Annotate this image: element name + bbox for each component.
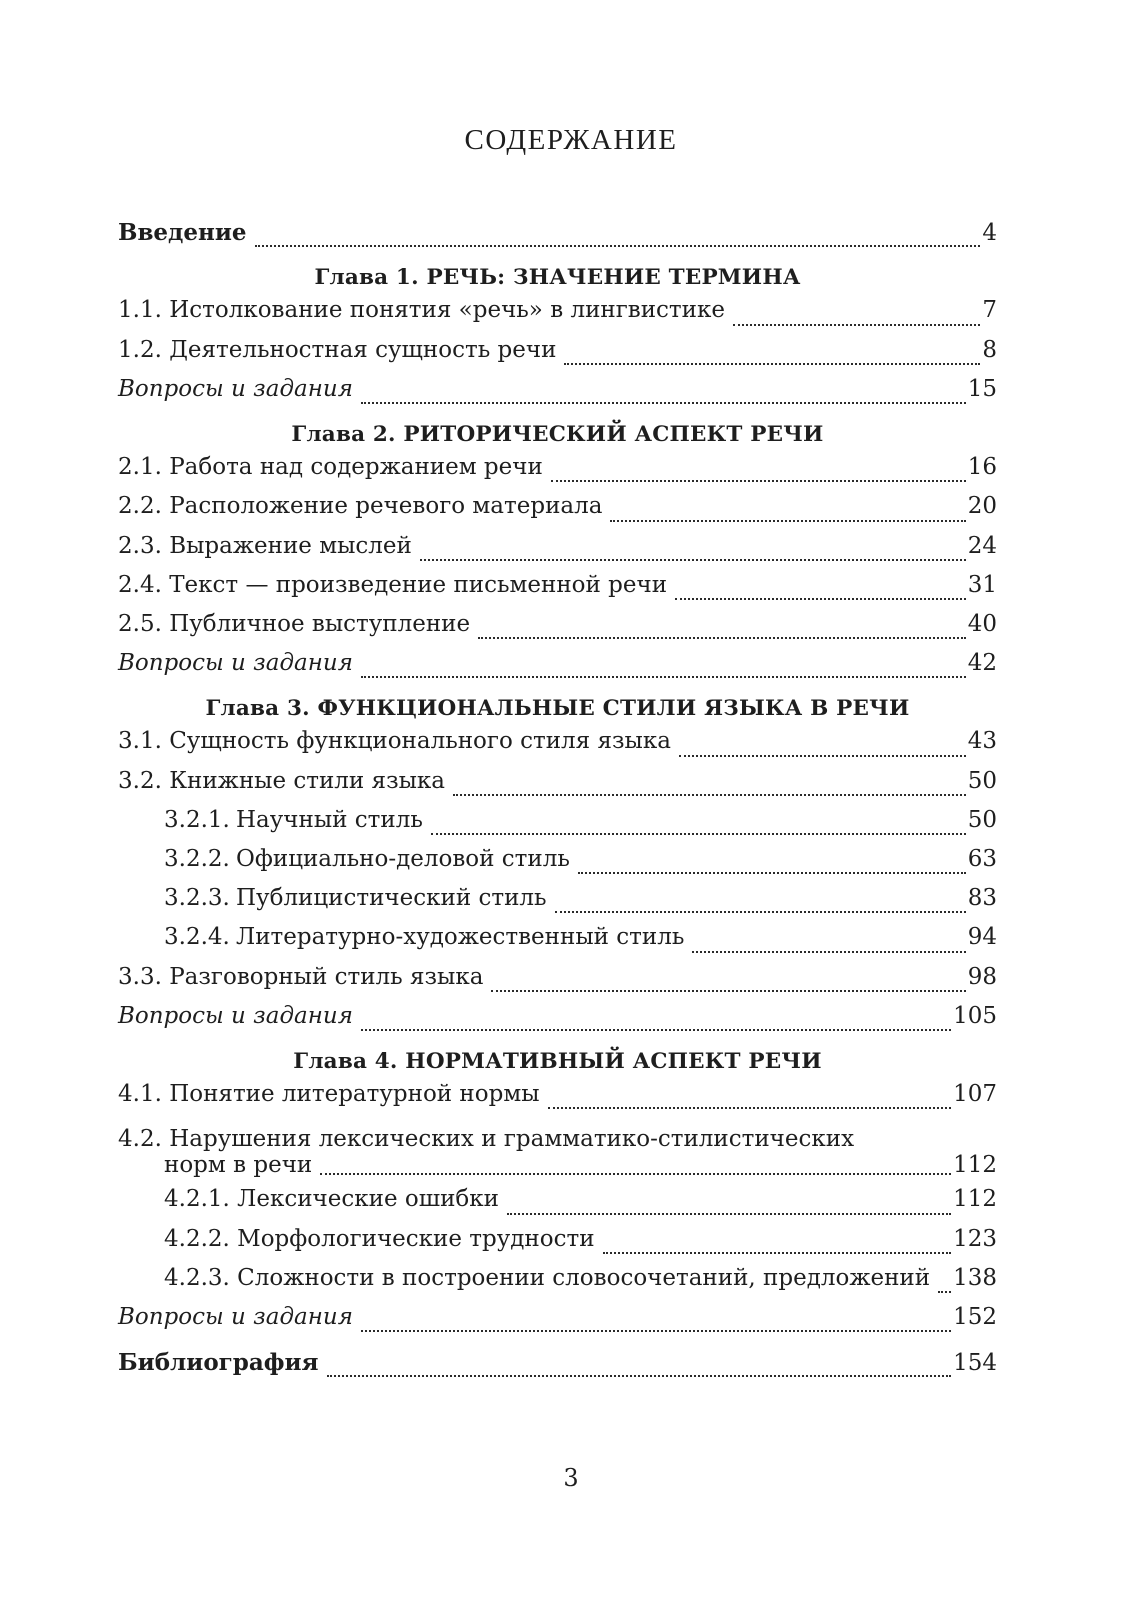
toc-entry-page: 94 — [967, 924, 997, 951]
dot-leader — [361, 402, 966, 404]
dot-leader — [679, 755, 966, 757]
toc-subentry[interactable] — [118, 885, 997, 924]
toc-entry-multiline[interactable] — [118, 1120, 997, 1186]
toc-entry-text: Официально-деловой стиль — [236, 846, 570, 872]
toc-entry-page: 24 — [967, 532, 997, 559]
toc-entry-label: 4.2.1. Лексические ошибки — [164, 1186, 499, 1213]
toc-entry-label: Вопросы и задания — [118, 375, 353, 402]
chapter-heading-1: Глава 1. РЕЧЬ: ЗНАЧЕНИЕ ТЕРМИНА — [314, 265, 801, 291]
dot-leader — [255, 245, 981, 247]
toc-entry-label: 3.3. Разговорный стиль языка — [118, 963, 484, 990]
toc-entry-label-line1: 4.2. Нарушения лексических и грамматико-стилистических — [118, 1126, 855, 1153]
toc-entry-label — [164, 924, 692, 950]
toc-entry-number: 3.2.2. — [164, 846, 230, 872]
dot-leader — [675, 598, 966, 600]
dot-leader — [551, 480, 966, 482]
toc-entry-page: 7 — [982, 297, 997, 324]
dot-leader — [692, 951, 965, 953]
toc-subentry[interactable] — [118, 807, 997, 846]
toc-subentry[interactable] — [118, 846, 997, 885]
toc-entry-page: 107 — [953, 1081, 997, 1108]
toc-entry-label: 2.5. Публичное выступление — [118, 610, 471, 637]
dot-leader — [361, 676, 966, 678]
toc-entry-page: 154 — [953, 1350, 997, 1377]
toc-entry-label — [164, 846, 578, 872]
dot-leader — [507, 1213, 951, 1215]
toc-entry-continuation — [118, 1152, 997, 1186]
toc-entry-page: 123 — [953, 1225, 997, 1252]
toc-entry-page: 98 — [967, 963, 997, 990]
dot-leader — [431, 833, 966, 835]
toc-entry-page: 40 — [967, 610, 997, 637]
toc-entry-label: 2.4. Текст — произведение письменной речи — [118, 571, 668, 598]
dot-leader — [478, 637, 966, 639]
dot-leader — [603, 1252, 952, 1254]
toc-entry-label: Вопросы и задания — [118, 1002, 353, 1029]
toc-entry-page: 20 — [967, 493, 997, 520]
toc-entry-questions[interactable] — [118, 650, 997, 689]
toc-entry-page: 16 — [967, 454, 997, 481]
toc-entry-questions[interactable] — [118, 1003, 997, 1042]
page-title: СОДЕРЖАНИЕ — [464, 124, 678, 156]
toc-entry-label: 4.2.3. Сложности в построении словосочетаний, предложений — [164, 1264, 931, 1291]
toc-entry[interactable] — [118, 768, 997, 807]
toc-entry-page: 152 — [953, 1303, 997, 1330]
toc-entry-page: 8 — [982, 336, 997, 363]
dot-leader — [555, 911, 966, 913]
toc-entry-page: 63 — [967, 846, 997, 872]
toc-entry-label: Введение — [118, 219, 247, 246]
toc-entry[interactable] — [118, 1081, 997, 1120]
toc-entry[interactable] — [118, 611, 997, 650]
toc-entry-page: 112 — [953, 1186, 997, 1213]
toc-entry-page: 42 — [967, 650, 997, 677]
dot-leader — [610, 520, 965, 522]
toc-entry-number: 3.2.1. — [164, 806, 230, 833]
toc-entry-page: 31 — [967, 571, 997, 598]
toc-entry-questions[interactable] — [118, 1304, 997, 1343]
dot-leader — [327, 1375, 952, 1377]
toc-entry[interactable] — [118, 337, 997, 376]
toc-entry-bibliography[interactable] — [118, 1349, 997, 1388]
toc-entry-label: 3.2. Книжные стили языка — [118, 767, 446, 794]
toc-entry-questions[interactable] — [118, 376, 997, 415]
chapter-heading-3: Глава 3. ФУНКЦИОНАЛЬНЫЕ СТИЛИ ЯЗЫКА В РЕЧИ — [205, 696, 910, 722]
toc-entry[interactable] — [118, 728, 997, 767]
toc-entry[interactable] — [118, 493, 997, 532]
toc-entry-label-line2: норм в речи — [164, 1152, 313, 1179]
toc-entry[interactable] — [118, 297, 997, 336]
toc-entry-page: 50 — [967, 767, 997, 794]
dot-leader — [320, 1173, 951, 1175]
toc-entry-label — [164, 807, 431, 833]
dot-leader — [361, 1029, 951, 1031]
toc-entry-number: 3.2.3. — [164, 885, 230, 912]
toc-entry-text: Научный стиль — [236, 806, 423, 833]
toc-entry-page: 4 — [982, 220, 997, 246]
toc-entry-label: Библиография — [118, 1349, 319, 1377]
chapter-heading-4: Глава 4. НОРМАТИВНЫЙ АСПЕКТ РЕЧИ — [293, 1048, 822, 1074]
toc-entry-page: 15 — [967, 375, 997, 402]
toc-entry-page: 43 — [967, 728, 997, 755]
toc-entry-text: Публицистический стиль — [236, 885, 547, 912]
toc-subentry[interactable] — [118, 1186, 997, 1225]
chapter-heading-2: Глава 2. РИТОРИЧЕСКИЙ АСПЕКТ РЕЧИ — [291, 421, 824, 447]
dot-leader — [938, 1291, 951, 1293]
table-of-contents — [118, 219, 997, 1388]
toc-entry-label — [164, 885, 555, 911]
toc-entry-page: 112 — [953, 1152, 997, 1179]
dot-leader — [548, 1107, 952, 1109]
page-number: 3 — [563, 1464, 579, 1492]
toc-entry[interactable] — [118, 964, 997, 1003]
dot-leader — [453, 794, 966, 796]
toc-entry-label: 2.3. Выражение мыслей — [118, 532, 412, 559]
toc-entry-page: 105 — [953, 1002, 997, 1029]
toc-subentry[interactable] — [118, 924, 997, 963]
dot-leader — [420, 559, 966, 561]
toc-entry-page: 138 — [953, 1264, 997, 1291]
toc-entry-label: 1.2. Деятельностная сущность речи — [118, 336, 557, 363]
toc-entry-page: 50 — [967, 806, 997, 833]
toc-entry-label: Вопросы и задания — [118, 650, 353, 677]
toc-entry-label: 1.1. Истолкование понятия «речь» в лингвистике — [118, 297, 725, 324]
toc-entry-label: 4.1. Понятие литературной нормы — [118, 1081, 540, 1108]
toc-entry-text: Литературно-художественный стиль — [236, 924, 685, 951]
toc-subentry[interactable] — [118, 1226, 997, 1265]
toc-entry-label: Вопросы и задания — [118, 1303, 353, 1330]
dot-leader — [491, 990, 965, 992]
toc-entry-introduction[interactable] — [118, 219, 997, 258]
toc-entry-label: 4.2.2. Морфологические трудности — [164, 1225, 595, 1252]
toc-entry-number: 3.2.4. — [164, 924, 230, 951]
toc-entry-page: 83 — [967, 885, 997, 912]
dot-leader — [578, 872, 966, 874]
dot-leader — [564, 363, 980, 365]
toc-entry[interactable] — [118, 572, 997, 611]
toc-subentry[interactable] — [118, 1265, 997, 1304]
dot-leader — [361, 1330, 951, 1332]
toc-entry-label: 3.1. Сущность функционального стиля языка — [118, 728, 671, 755]
toc-entry[interactable] — [118, 533, 997, 572]
toc-entry-label: 2.2. Расположение речевого материала — [118, 493, 603, 520]
toc-entry[interactable] — [118, 454, 997, 493]
toc-entry-label: 2.1. Работа над содержанием речи — [118, 454, 543, 481]
dot-leader — [733, 324, 980, 326]
